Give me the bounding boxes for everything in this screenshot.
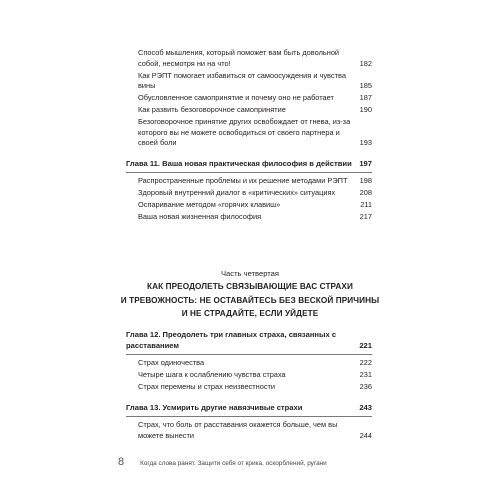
toc-entry <box>126 105 372 116</box>
toc-entry-page: 193 <box>359 138 372 147</box>
part-title-line-3: И НЕ СТРАДАЙТЕ, ЕСЛИ УЙДЕТЕ <box>181 309 319 318</box>
part-label: Часть четвертая <box>221 269 279 278</box>
chapter-13-heading <box>126 403 372 414</box>
toc-entry-title: Ваша новая жизненная философия <box>138 212 262 221</box>
toc-entry-page: 187 <box>359 93 372 102</box>
toc-entry-page: 231 <box>359 370 372 379</box>
toc-entry-page: 217 <box>359 212 372 221</box>
chapter-11-heading <box>126 159 372 170</box>
toc-entry-title: Четыре шага к ослаблению чувства страха <box>138 370 286 379</box>
chapter-page: 197 <box>359 158 372 168</box>
part-heading <box>120 268 380 321</box>
toc-entry-page: 185 <box>359 81 372 90</box>
chapter-title: Глава 12. Преодолеть три главных страха, связанных с расставанием <box>126 330 337 350</box>
chapter-page: 243 <box>359 402 372 412</box>
toc-entry-title: Страх одиночества <box>138 358 205 367</box>
toc-entry <box>126 358 372 369</box>
chapter-title: Глава 13. Усмирить другие навязчивые страхи <box>126 402 303 412</box>
toc-entry-page: 222 <box>359 358 372 367</box>
toc-entry-title: Распространенные проблемы и их решение методами РЭПТ <box>138 176 348 185</box>
toc-upper <box>126 48 372 223</box>
toc-entry <box>126 117 372 149</box>
chapter-12-heading <box>126 330 372 351</box>
toc-entry <box>126 93 372 104</box>
toc-entry-page: 198 <box>359 176 372 185</box>
toc-entry <box>126 212 372 223</box>
toc-entry <box>126 420 372 441</box>
toc-entry <box>126 71 372 92</box>
toc-group-ch13 <box>126 420 372 441</box>
toc-entry-page: 190 <box>359 105 372 114</box>
page-footer <box>118 456 327 468</box>
running-title: Когда слова ранят. Защити себя от крика, оскорблений, ругани <box>140 460 327 467</box>
toc-entry-title: Оспаривание методом «горячих клавиш» <box>138 200 281 209</box>
toc-entry <box>126 200 372 211</box>
page-number: 8 <box>118 456 125 468</box>
toc-group-ch12 <box>126 358 372 393</box>
toc-entry-page: 236 <box>359 382 372 391</box>
toc-entry-title: Способ мышления, который поможет вам быть довольной собой, несмотря ни на что! <box>138 48 340 68</box>
toc-entry-title: Страх, что боль от расставания окажется больше, чем вы можете вынести <box>138 420 338 440</box>
chapter-rule <box>126 416 372 417</box>
chapter-rule <box>126 354 372 355</box>
toc-entry-title: Как развить безоговорочное самопринятие <box>138 105 286 114</box>
toc-entry <box>126 48 372 69</box>
toc-entry-page: 182 <box>359 58 372 68</box>
toc-entry-page: 211 <box>360 200 372 209</box>
toc-entry-title: Обусловленное самопринятие и почему оно не работает <box>138 93 334 102</box>
toc-group-ch11 <box>126 176 372 223</box>
toc-entry-title: Как РЭПТ помогает избавиться от самоосуждения и чувства вины <box>138 70 346 90</box>
part-title-line-1: КАК ПРЕОДОЛЕТЬ СВЯЗЫВАЮЩИЕ ВАС СТРАХИ <box>147 282 353 291</box>
toc-entry <box>126 188 372 199</box>
toc-entry-page: 244 <box>359 430 372 440</box>
toc-lower <box>126 330 372 441</box>
toc-entry <box>126 382 372 393</box>
toc-entry-page: 208 <box>359 188 372 197</box>
toc-entry-title: Страх перемены и страх неизвестности <box>138 382 276 391</box>
chapter-page: 221 <box>359 340 372 350</box>
chapter-rule <box>126 172 372 173</box>
toc-entry <box>126 370 372 381</box>
toc-entry-title: Здоровый внутренний диалог в «критических» ситуациях <box>138 188 336 197</box>
chapter-title: Глава 11. Ваша новая практическая философия в действии <box>126 158 352 168</box>
toc-group-top <box>126 48 372 149</box>
toc-entry <box>126 176 372 187</box>
toc-entry-title: Безоговорочное принятие других освобождает от гнева, из-за которого вы не можете освободиться от своего партнера и своей боли <box>138 117 351 147</box>
part-title-line-2: И ТРЕВОЖНОСТЬ: НЕ ОСТАВАЙТЕСЬ БЕЗ ВЕСКОЙ ПРИЧИНЫ <box>120 295 380 305</box>
